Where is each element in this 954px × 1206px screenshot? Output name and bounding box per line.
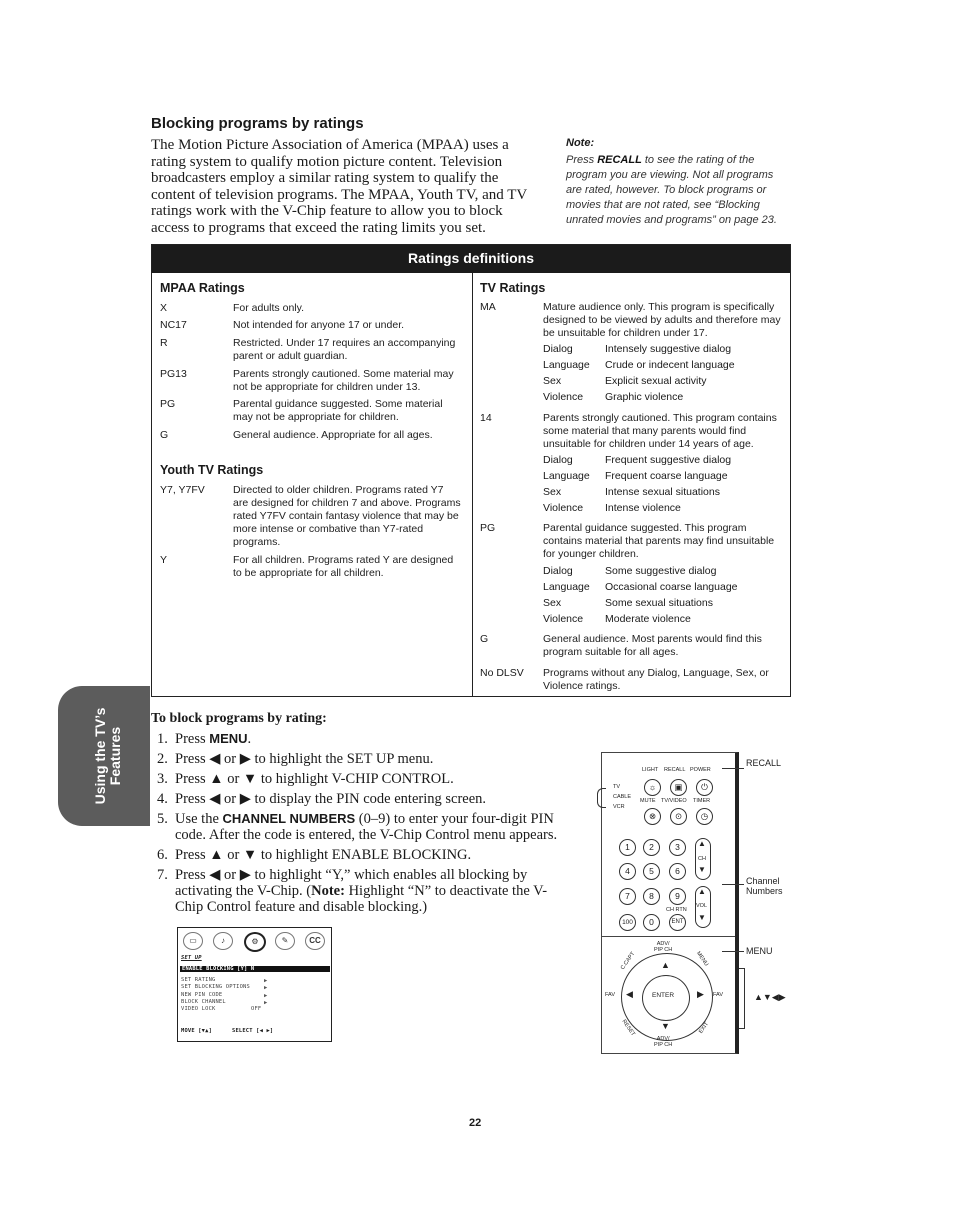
tv-sub-desc: Some sexual situations: [605, 597, 713, 609]
step-number: 6.: [157, 847, 168, 863]
youth-desc: For all children. Programs rated Y are designed to be appropriate for all children.: [233, 554, 454, 579]
ccapt-label: C.CAPT: [619, 951, 637, 971]
side-tab-line1: Using the TV’s: [92, 707, 108, 805]
recall-callout: RECALL: [746, 758, 782, 768]
digit-button[interactable]: 6: [669, 863, 686, 880]
osd-footer-select: SELECT [◀ ▶]: [232, 1028, 274, 1034]
step-text: Press ▲ or ▼ to highlight ENABLE BLOCKING.: [175, 847, 472, 863]
osd-item: SET RATING: [181, 977, 216, 983]
ch-down-icon: ▼: [698, 865, 706, 874]
mpaa-desc: Not intended for anyone 17 or under.: [233, 319, 405, 331]
digit-button[interactable]: 8: [643, 888, 660, 905]
mpaa-desc: Parental guidance suggested. Some material may not be appropriate for children.: [233, 398, 443, 423]
tv-desc: Parental guidance suggested. This program contains material that parents may find unsuitable for younger children.: [543, 522, 775, 560]
column-divider: [472, 273, 473, 696]
youth-code: Y: [160, 554, 168, 566]
tv-sub-desc: Moderate violence: [605, 613, 691, 625]
note-title: Note:: [566, 137, 595, 149]
osd-footer-move: MOVE [▼▲]: [181, 1028, 213, 1034]
tv-sub-desc: Intensely suggestive dialog: [605, 343, 732, 355]
timer-label: TIMER: [693, 798, 711, 804]
left-arrow-icon[interactable]: ◀: [626, 989, 633, 999]
mode-label-tv: TV: [613, 784, 621, 790]
recall-label: RECALL: [664, 767, 686, 773]
step-number: 4.: [157, 791, 168, 807]
tv-desc: General audience. Most parents would find this program suitable for all ages.: [543, 633, 762, 658]
tv-sub-label: Language: [543, 470, 590, 482]
step-text-b: (0–9) to enter your four-digit PIN code. After the code is entered, the V-Chip Control menu appears.: [175, 811, 558, 843]
mpaa-code: PG: [160, 398, 176, 410]
tv-sub-desc: Intense violence: [605, 502, 681, 514]
osd-item: VIDEO LOCK: [181, 1006, 216, 1012]
digit-button[interactable]: 2: [643, 839, 660, 856]
tv-sub-label: Language: [543, 359, 590, 371]
step-number: 2.: [157, 751, 168, 767]
osd-selected-item: ENABLE BLOCKING [Y] N: [180, 966, 330, 972]
intro-paragraph: The Motion Picture Association of America (MPAA) uses a rating system to qualify motion picture content. Television broadcasters employ a similar rating system to qualify the content of television programs. The MPAA, Youth TV, and TV ratings work with the V-Chip feature to allow you to block access to programs that exceed the rating limits you set.: [151, 137, 527, 236]
arrows-callout: ▲▼◀▶: [754, 992, 786, 1002]
tvvideo-button[interactable]: ⊙: [670, 808, 687, 825]
tv-desc: Parents strongly cautioned. This program contains some material that many parents would find unsuitable for children under 14 years of age.: [543, 412, 777, 450]
note-text: to see the rating of the program you are viewing. Not all programs are rated, however. To block programs or movies that are not rated, see “Blocking unrated movies and programs” on page 23.: [566, 154, 777, 226]
osd-title: SET UP: [181, 955, 202, 961]
up-arrow-icon[interactable]: ▲: [661, 960, 670, 970]
tv-sub-label: Sex: [543, 486, 562, 498]
mpaa-desc: For adults only.: [233, 302, 305, 314]
vol-label: VOL: [696, 903, 708, 909]
power-label: POWER: [690, 767, 711, 773]
step-note: Note:: [311, 883, 345, 899]
arrows-bracket: [739, 968, 745, 1029]
fav-left-label: FAV: [605, 992, 615, 998]
onscreen-menu: [177, 927, 332, 1042]
down-arrow-icon[interactable]: ▼: [661, 1021, 670, 1031]
step-text: [175, 811, 567, 843]
step-text-b: Highlight “N” to deactivate the V-Chip Control feature and disable blocking.): [175, 883, 548, 915]
tv-code: PG: [480, 522, 496, 534]
ratings-definitions-box: [151, 244, 791, 697]
side-tab-line2: Features: [107, 726, 123, 786]
tv-sub-label: Dialog: [543, 454, 573, 466]
tvvideo-label: TV/VIDEO: [661, 798, 687, 804]
remote-divider: [602, 936, 735, 937]
tv-title: TV Ratings: [480, 281, 546, 295]
recall-button[interactable]: ▣: [670, 779, 687, 796]
tv-sub-label: Violence: [543, 391, 584, 403]
osd-item: SET BLOCKING OPTIONS: [181, 984, 250, 990]
vol-up-icon: ▲: [698, 887, 706, 896]
page-number: 22: [469, 1117, 482, 1129]
recall-callout-line: [722, 768, 744, 769]
vol-down-icon: ▼: [698, 913, 706, 922]
mute-label: MUTE: [640, 798, 656, 804]
digit-button[interactable]: 100: [619, 914, 636, 931]
tv-code: No DLSV: [480, 667, 524, 679]
tv-sub-desc: Intense sexual situations: [605, 486, 720, 498]
digit-button[interactable]: 1: [619, 839, 636, 856]
tv-sub-desc: Frequent coarse language: [605, 470, 728, 482]
tv-sub-label: Language: [543, 581, 590, 593]
digit-button[interactable]: 7: [619, 888, 636, 905]
mode-switch[interactable]: [597, 788, 606, 808]
step-text-a: Press ◀ or ▶ to highlight “Y,” which enables all blocking by activating the V-Chip. (: [175, 867, 528, 899]
audio-icon: ♪: [213, 932, 233, 950]
tv-sub-desc: Frequent suggestive dialog: [605, 454, 732, 466]
tv-desc: Programs without any Dialog, Language, Sex, or Violence ratings.: [543, 667, 769, 692]
note-body: [566, 153, 792, 228]
preferences-icon: ✎: [275, 932, 295, 950]
tv-sub-label: Violence: [543, 613, 584, 625]
steps-title: To block programs by rating:: [151, 711, 327, 726]
side-tab-label: [93, 693, 123, 819]
osd-arrow: ▶: [264, 978, 268, 984]
mpaa-code: X: [160, 302, 168, 314]
light-label: LIGHT: [642, 767, 659, 773]
advpip-top-label: ADV/ PIP CH: [654, 941, 673, 953]
osd-video-lock-value: OFF: [251, 1006, 262, 1012]
tv-sub-label: Violence: [543, 502, 584, 514]
tv-sub-label: Dialog: [543, 565, 573, 577]
reset-label: RESET: [620, 1018, 636, 1038]
tv-sub-label: Sex: [543, 375, 562, 387]
mode-label-vcr: VCR: [613, 804, 625, 810]
ent-button[interactable]: ENT: [669, 914, 686, 931]
exit-label: EXIT: [698, 1021, 711, 1035]
mpaa-code: PG13: [160, 368, 187, 380]
fav-right-label: FAV: [713, 992, 723, 998]
mpaa-desc: General audience. Appropriate for all ages.: [233, 429, 433, 441]
step-text: Press ◀ or ▶ to highlight the SET UP menu.: [175, 751, 434, 767]
step-number: 1.: [157, 731, 168, 747]
youth-title: Youth TV Ratings: [160, 463, 264, 477]
tv-sub-label: Dialog: [543, 343, 573, 355]
mpaa-title: MPAA Ratings: [160, 281, 245, 295]
setup-icon: ⚙: [244, 932, 266, 952]
mode-label-cable: CABLE: [613, 794, 632, 800]
osd-item: BLOCK CHANNEL: [181, 999, 226, 1005]
step-text-b: .: [247, 731, 252, 747]
tv-code: 14: [480, 412, 492, 424]
step-text: [175, 731, 567, 747]
light-button[interactable]: ☼: [644, 779, 661, 796]
step-text-a: Press: [175, 731, 210, 747]
tv-desc: Mature audience only. This program is specifically designed to be viewed by adults and therefore may be unsuitable for children under 17.: [543, 301, 781, 339]
osd-arrow: ▶: [264, 993, 268, 999]
step-number: 3.: [157, 771, 168, 787]
step-text: Press ▲ or ▼ to highlight V-CHIP CONTROL.: [175, 771, 454, 787]
tv-sub-desc: Occasional coarse language: [605, 581, 738, 593]
mpaa-desc: Parents strongly cautioned. Some material may not be appropriate for children under 13.: [233, 368, 454, 393]
menu-key: MENU: [209, 731, 248, 746]
osd-item: NEW PIN CODE: [181, 992, 223, 998]
step-text-a: Use the: [175, 811, 223, 827]
digit-button[interactable]: 3: [669, 839, 686, 856]
cc-icon: CC: [305, 932, 325, 950]
enter-label: ENTER: [652, 992, 675, 999]
digit-button[interactable]: 4: [619, 863, 636, 880]
mpaa-code: NC17: [160, 319, 187, 331]
tv-sub-desc: Graphic violence: [605, 391, 684, 403]
tv-sub-label: Sex: [543, 597, 562, 609]
tv-sub-desc: Some suggestive dialog: [605, 565, 717, 577]
mpaa-code: G: [160, 429, 169, 441]
step-number: 5.: [157, 811, 168, 827]
youth-desc: Directed to older children. Programs rated Y7 are designed for children 7 and above. Programs rated Y7FV contain fantasy violence that may be more intense or combative than Y7-rated programs.: [233, 484, 461, 548]
digit-button[interactable]: 5: [643, 863, 660, 880]
channel-numbers-key: CHANNEL NUMBERS: [222, 811, 356, 826]
tv-sub-desc: Crude or indecent language: [605, 359, 735, 371]
picture-icon: ▭: [183, 932, 203, 950]
step-text: [175, 867, 567, 915]
digit-button[interactable]: 0: [643, 914, 660, 931]
section-heading: Blocking programs by ratings: [151, 115, 364, 132]
power-button[interactable]: ⏻: [696, 779, 713, 796]
ratings-header: Ratings definitions: [152, 245, 790, 273]
menu-label: MENU: [694, 950, 710, 968]
mpaa-desc: Restricted. Under 17 requires an accompanying parent or adult guardian.: [233, 337, 456, 362]
youth-code: Y7, Y7FV: [160, 484, 205, 496]
tv-sub-desc: Explicit sexual activity: [605, 375, 707, 387]
side-tab: [58, 686, 150, 826]
step-number: 7.: [157, 867, 168, 883]
step-text: Press ◀ or ▶ to display the PIN code entering screen.: [175, 791, 487, 807]
menu-callout: MENU: [746, 946, 773, 956]
tv-code: MA: [480, 301, 496, 313]
advpip-bottom-label: ADV/ PIP CH: [654, 1036, 673, 1048]
digit-button[interactable]: 9: [669, 888, 686, 905]
note-recall-key: RECALL: [597, 154, 642, 166]
remote-control: [601, 752, 739, 1054]
tv-code: G: [480, 633, 489, 645]
mpaa-code: R: [160, 337, 168, 349]
ch-label: CH: [698, 856, 706, 862]
osd-arrow: ▶: [264, 985, 268, 991]
right-arrow-icon[interactable]: ▶: [697, 989, 704, 999]
osd-arrow: ▶: [264, 1000, 268, 1006]
channel-callout-line: [722, 884, 744, 885]
menu-callout-line: [722, 951, 744, 952]
chrtn-label: CH RTN: [666, 907, 687, 913]
channel-numbers-callout: Channel Numbers: [746, 876, 783, 896]
mute-button[interactable]: ⊗: [644, 808, 661, 825]
timer-button[interactable]: ◷: [696, 808, 713, 825]
note-pre: Press: [566, 154, 598, 166]
ch-up-icon: ▲: [698, 839, 706, 848]
